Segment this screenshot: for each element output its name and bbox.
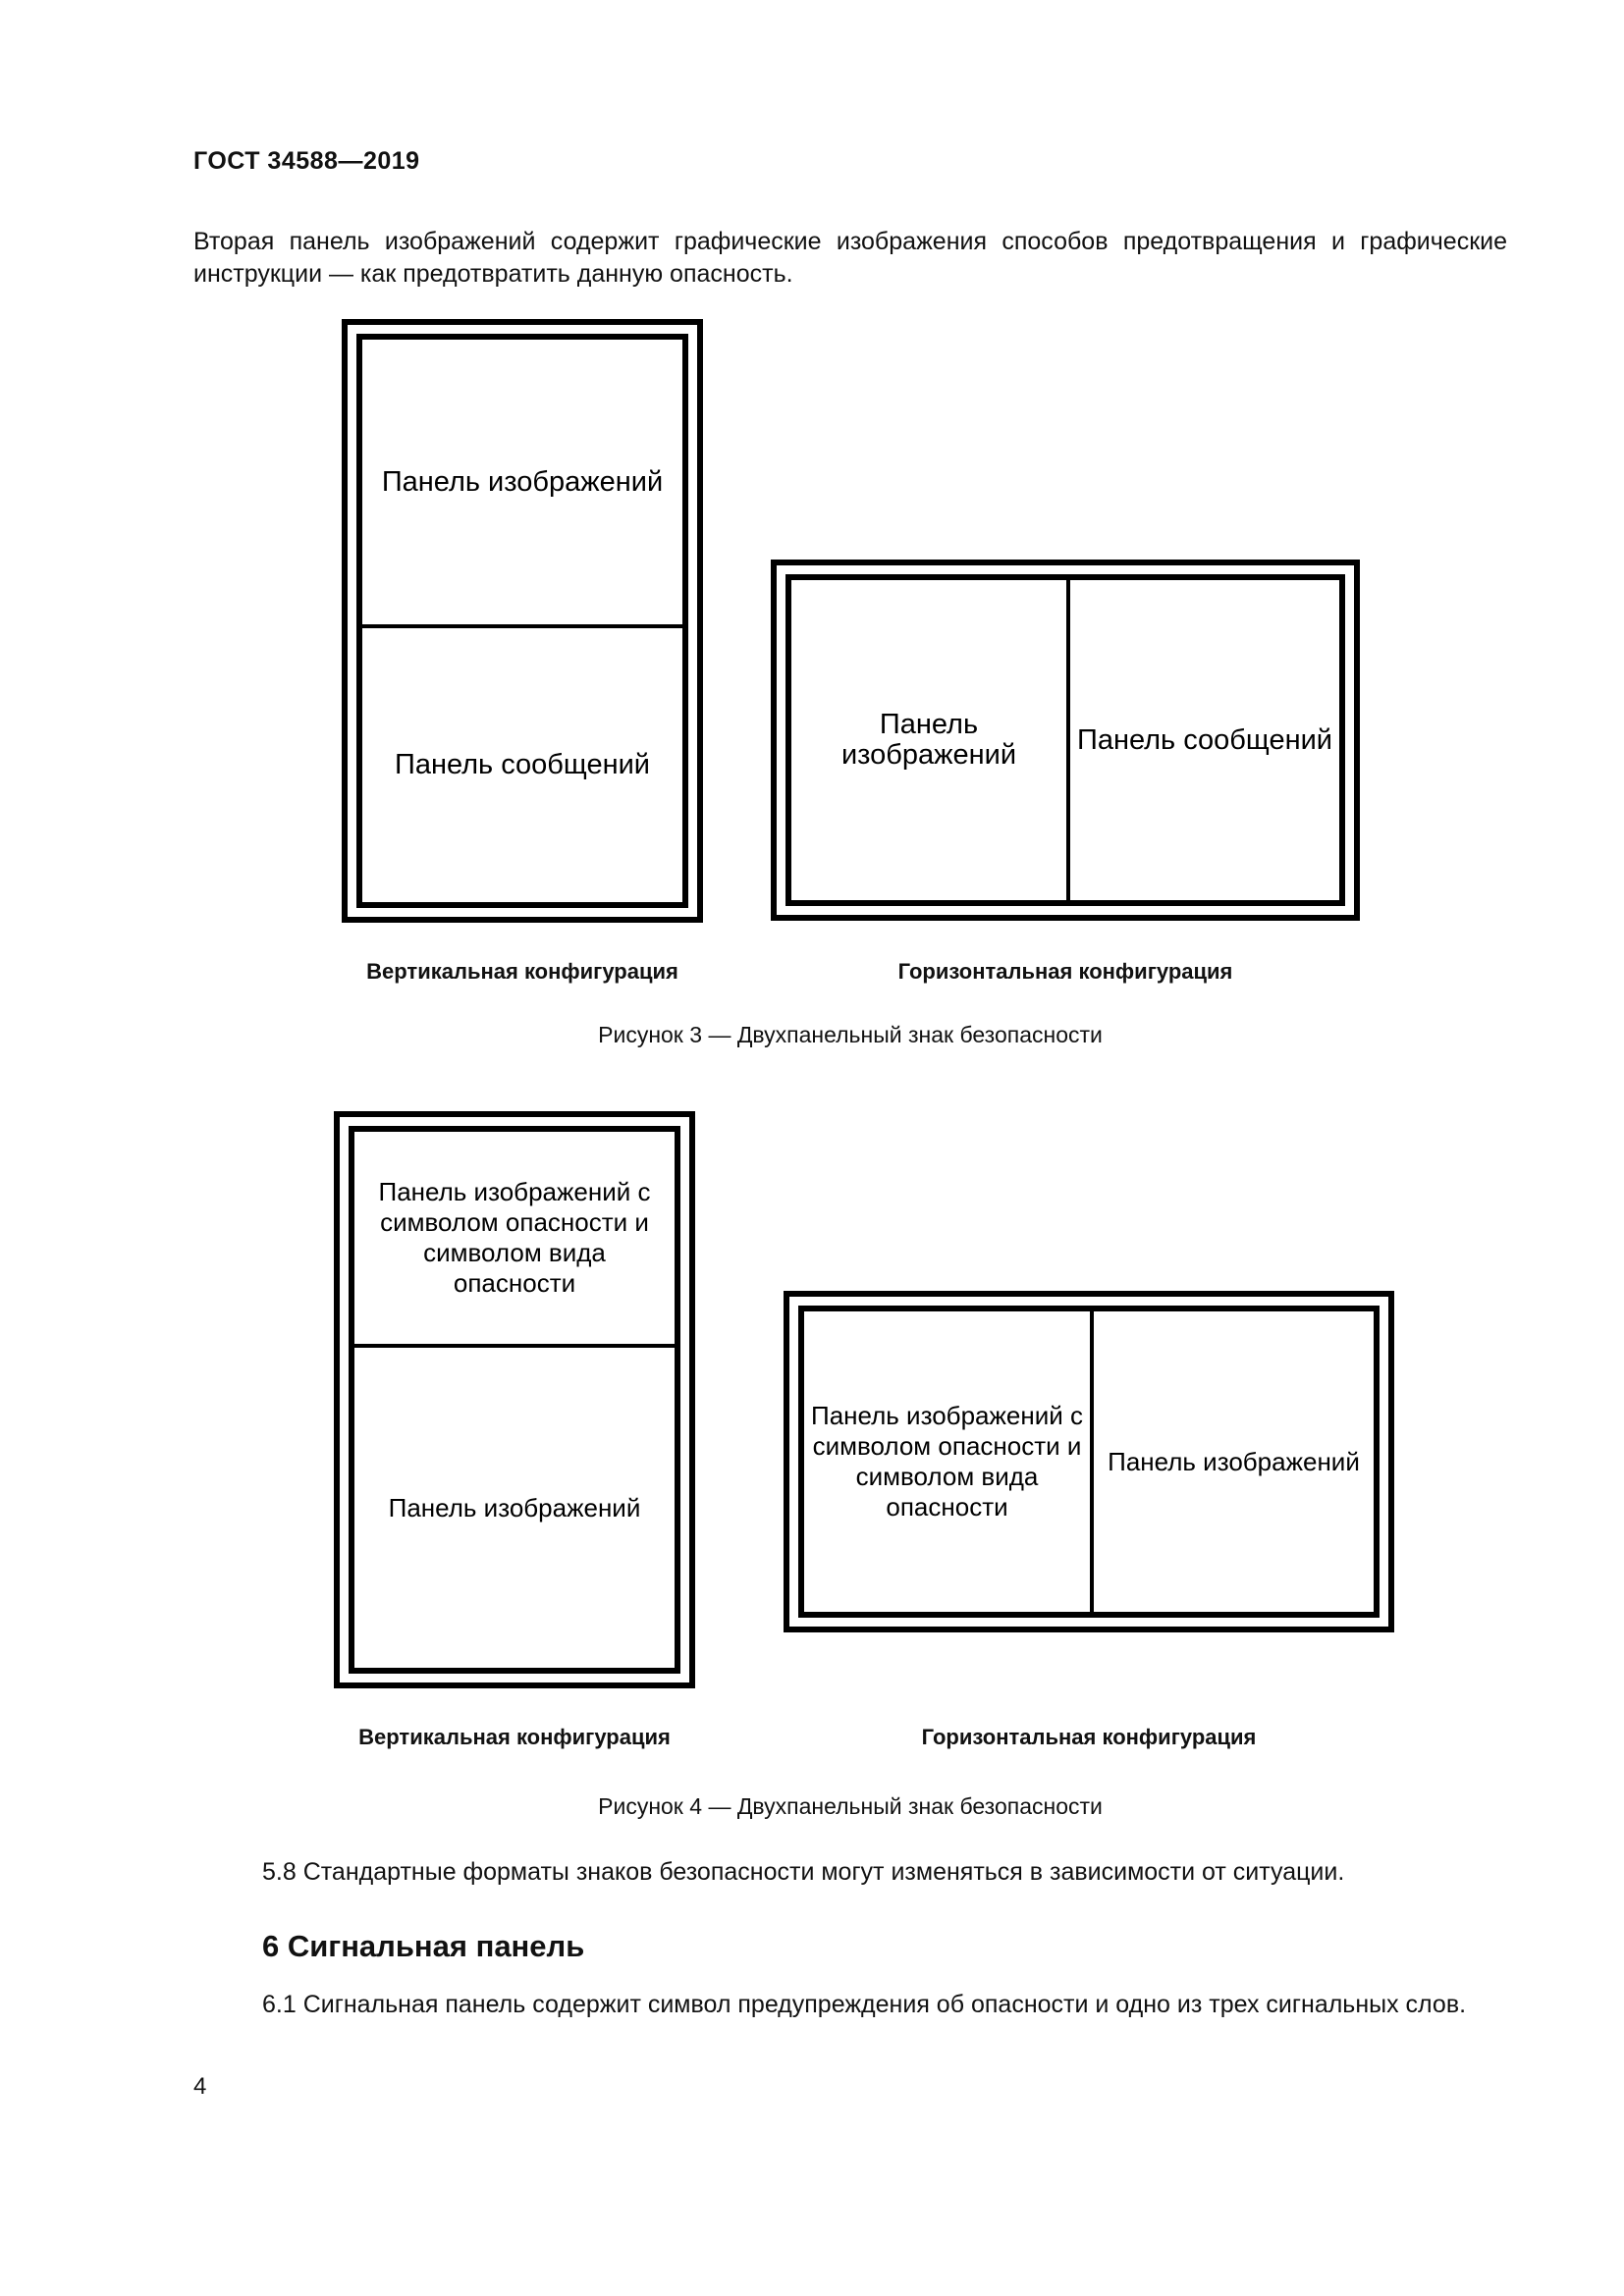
figure3-vertical-bottom-panel: Панель сообщений — [394, 749, 650, 780]
clause-6-1: 6.1 Сигнальная панель содержит символ предупреждения об опасности и одно из трех сигнальных слов. — [262, 1991, 1467, 2018]
figure3-vertical-sign — [342, 319, 703, 923]
figure3-horizontal-left-panel: Панель изображений — [840, 709, 1017, 771]
figure3-horizontal-right-panel: Панель сообщений — [1076, 723, 1332, 756]
intro-paragraph: Вторая панель изображений содержит графические изображения способов предотвращения и графические инструкции — как предотвратить данную опасность. — [193, 228, 1507, 288]
figure4-vertical-bottom-panel: Панель изображений — [388, 1492, 641, 1522]
figure4-vertical-inner-frame — [349, 1126, 680, 1674]
figure3-horizontal-inner-frame — [785, 574, 1345, 906]
figure4-vertical-sign — [334, 1111, 695, 1688]
page-number: 4 — [193, 2073, 207, 2100]
figure3-vertical-top-panel: Панель изображений — [381, 465, 664, 498]
figure3-vertical-inner-frame — [356, 334, 688, 908]
section-6-heading: 6 Сигнальная панель — [262, 1929, 585, 1963]
figure4-horizontal-sign — [784, 1291, 1394, 1632]
figure4-vertical-label: Вертикальная конфигурация — [358, 1725, 671, 1749]
figure4-horizontal-inner-frame — [798, 1306, 1380, 1618]
figure4-horizontal-right-panel: Панель изображений — [1108, 1446, 1360, 1476]
clause-5-8: 5.8 Стандартные форматы знаков безопасности могут изменяться в зависимости от ситуации. — [262, 1858, 1345, 1886]
figure3-caption: Рисунок 3 — Двухпанельный знак безопасности — [598, 1022, 1103, 1047]
figure3-horizontal-sign — [771, 560, 1360, 921]
figure4-vertical-top-panel: Панель изображений с символом опасности и символом вида опасности — [378, 1177, 651, 1298]
figure4-horizontal-label: Горизонтальная конфигурация — [921, 1725, 1257, 1749]
figure4-caption: Рисунок 4 — Двухпанельный знак безопасности — [598, 1793, 1103, 1819]
figure3-vertical-label: Вертикальная конфигурация — [366, 959, 678, 984]
figure3-horizontal-label: Горизонтальная конфигурация — [897, 959, 1233, 984]
document-code-header: ГОСТ 34588—2019 — [193, 147, 420, 175]
figure4-horizontal-left-panel: Панель изображений с символом опасности и символом вида опасности — [811, 1401, 1083, 1522]
